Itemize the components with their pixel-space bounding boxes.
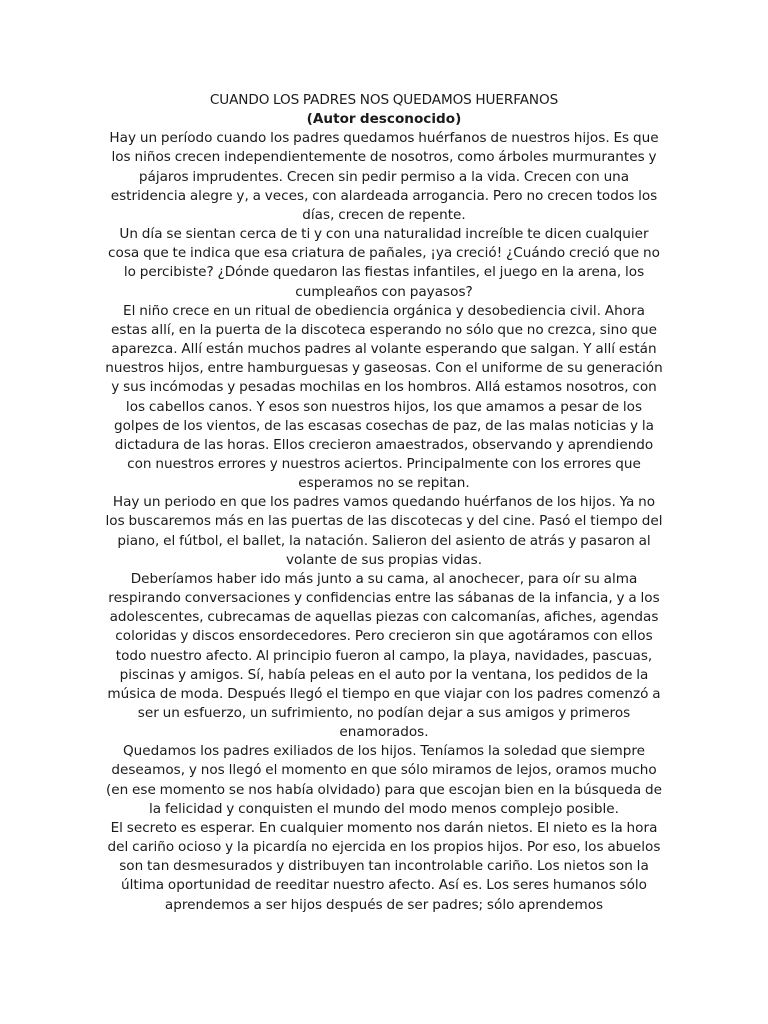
document-subtitle: (Autor desconocido) xyxy=(306,111,462,128)
paragraph-1: Hay un período cuando los padres quedamos huérfanos de nuestros hijos. Es que los niños crecen independientemente de nosotros, como árboles murmurantes y pájaros imprudentes. Crecen sin pedir permiso a la vida. Crecen con una estridencia alegre y, a veces, con alardeada arrogancia. Pero no crecen todos los días, crecen de repente. xyxy=(109,130,659,223)
paragraph-2: Un día se sientan cerca de ti y con una naturalidad increíble te dicen cualquier cosa que te indica que esa criatura de pañales, ¡ya creció! ¿Cuándo creció que no lo percibiste? ¿Dónde quedaron las fiestas infantiles, el juego en la arena, los cumpleaños con payasos? xyxy=(108,226,660,300)
paragraph-4: Hay un periodo en que los padres vamos quedando huérfanos de los hijos. Ya no los buscaremos más en las puertas de las discotecas y del cine. Pasó el tiempo del piano, el fútbol, el ballet, la natación. Salieron del asiento de atrás y pasaron al volante de sus propias vidas. xyxy=(105,494,663,568)
paragraph-5: Deberíamos haber ido más junto a su cama, al anochecer, para oír su alma respirando conversaciones y confidencias entre las sábanas de la infancia, y a los adolescentes, cubrecamas de aquellas piezas con calcomanías, afiches, agendas coloridas y discos ensordecedores. Pero crecieron sin que agotáramos con ellos todo nuestro afecto. Al principio fueron al campo, la playa, navidades, pascuas, piscinas y amigos. Sí, había peleas en el auto por la ventana, los pedidos de la música de moda. Después llegó el tiempo en que viajar con los padres comenzó a ser un esfuerzo, un sufrimiento, no podían dejar a sus amigos y primeros enamorados. xyxy=(107,570,661,741)
paragraph-6: Quedamos los padres exiliados de los hijos. Teníamos la soledad que siempre deseamos, y nos llegó el momento en que sólo miramos de lejos, oramos mucho (en ese momento se nos había olvidado) para que escojan bien en la búsqueda de la felicidad y conquisten el mundo del modo menos complejo posible. xyxy=(105,743,663,817)
document-title: CUANDO LOS PADRES NOS QUEDAMOS HUERFANOS xyxy=(209,92,559,108)
document-title-block xyxy=(104,91,664,129)
paragraph-7: El secreto es esperar. En cualquier momento nos darán nietos. El nieto es la hora del cariño ocioso y la picardía no ejercida en los propios hijos. Por eso, los abuelos son tan desmesurados y distribuyen tan incontrolable cariño. Los nietos son la última oportunidad de reeditar nuestro afecto. Así es. Los seres humanos sólo aprendemos a ser hijos después de ser padres; sólo aprendemos xyxy=(107,819,661,913)
document-page xyxy=(104,91,664,915)
paragraph-3: El niño crece en un ritual de obediencia orgánica y desobediencia civil. Ahora estas allí, en la puerta de la discoteca esperando no sólo que no crezca, sino que aparezca. Allí están muchos padres al volante esperando que salgan. Y allí están nuestros hijos, entre hamburguesas y gaseosas. Con el uniforme de su generación y sus incómodas y pesadas mochilas en los hombros. Allá estamos nosotros, con los cabellos canos. Y esos son nuestros hijos, los que amamos a pesar de los golpes de los vientos, de las escasas cosechas de paz, de las malas noticias y la dictadura de las horas. Ellos crecieron amaestrados, observando y aprendiendo con nuestros errores y nuestros aciertos. Principalmente con los errores que esperamos no se repitan. xyxy=(105,302,663,492)
